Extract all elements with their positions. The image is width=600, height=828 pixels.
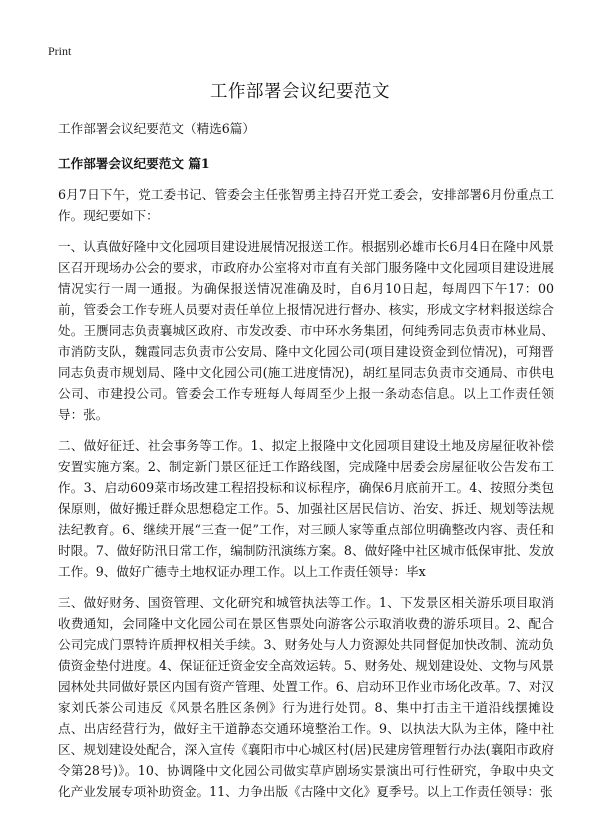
document-subtitle: 工作部署会议纪要范文（精选6篇）	[58, 121, 255, 136]
print-link[interactable]: Print	[48, 44, 72, 58]
document-body	[58, 118, 554, 812]
paragraph-intro: 6月7日下午，党工委书记、管委会主任张智勇主持召开党工委会，安排部署6月份重点工作。现纪要如下：	[58, 187, 554, 223]
paragraph-item-1: 一、认真做好隆中文化园项目建设进展情况报送工作。根据别必雄市长6月4日在隆中风景区召开现场办公会的要求，市政府办公室将对市直有关部门服务隆中文化园项目建设进展情况实行一周一通报。为确保报送情况准确及时，自6月10日起，每周四下午17：00前，管委会工作专班人员要对责任单位上报情况进行督办、核实，形成文字材料报送综合处。王赝同志负责襄城区政府、市发改委、市中环水务集团，何纯秀同志负责市林业局、市消防支队，魏霞同志负责市公安局、隆中文化园公司(项目建设资金到位情况)，可翔晋同志负责市规划局、隆中文化园公司(施工进度情况)，胡红星同志负责市交通局、市供电公司、市建投公司。管委会工作专班每人每周至少上报一条动态信息。以上工作责任领导：张。	[58, 239, 554, 422]
section-heading: 工作部署会议纪要范文 篇1	[58, 156, 210, 171]
document-title: 工作部署会议纪要范文	[210, 82, 390, 102]
paragraph-item-3: 三、做好财务、国资管理、文化研究和城管执法等工作。1、下发景区相关游乐项目取消收费通知，会同隆中文化园公司在景区售票处向游客公示取消收费的游乐项目。2、配合公司完成门票特许质押权相关手续。3、财务处与人力资源处共同督促加快改制、流动负债资金垫付进度。4、保证征迁资金安全高效运转。5、财务处、规划建设处、文物与风景园林处共同做好景区内国有资产管理、处置工作。6、启动环卫作业市场化改革。7、对汉家刘氏茶公司违反《风景名胜区条例》行为进行处罚。8、集中打击主干道沿线摆摊设点、出店经营行为，做好主干道静态交通环境整治工作。9、以执法大队为主体，隆中社区、规划建设处配合，深入宣传《襄阳市中心城区村(居)民建房管理暂行办法(襄阳市政府令第28号)》。10、协调隆中文化园公司做实草庐剧场实景演出可行性研究，争取中央文化产业发展专项补助资金。11、力争出版《古隆中文化》夏季号。以上工作责任领导：张	[58, 595, 554, 799]
paragraph-item-2: 二、做好征迁、社会事务等工作。1、拟定上报隆中文化园项目建设土地及房屋征收补偿安置实施方案。2、制定新门景区征迁工作路线图，完成隆中居委会房屋征收公告发布工作。3、启动609菜市场改建工程招投标和议标程序，确保6月底前开工。4、按照分类包保原则，做好搬迁群众思想稳定工作。5、加强社区居民信访、治安、拆迁、规划等法规法纪教育。6、继续开展“三查一促”工作，对三顾人家等重点部位明确整改内容、责任和时限。7、做好防汛日常工作，编制防汛演练方案。8、做好隆中社区城市低保审批、发放工作。9、做好广德寺土地权证办理工作。以上工作责任领导：毕x	[58, 438, 554, 579]
